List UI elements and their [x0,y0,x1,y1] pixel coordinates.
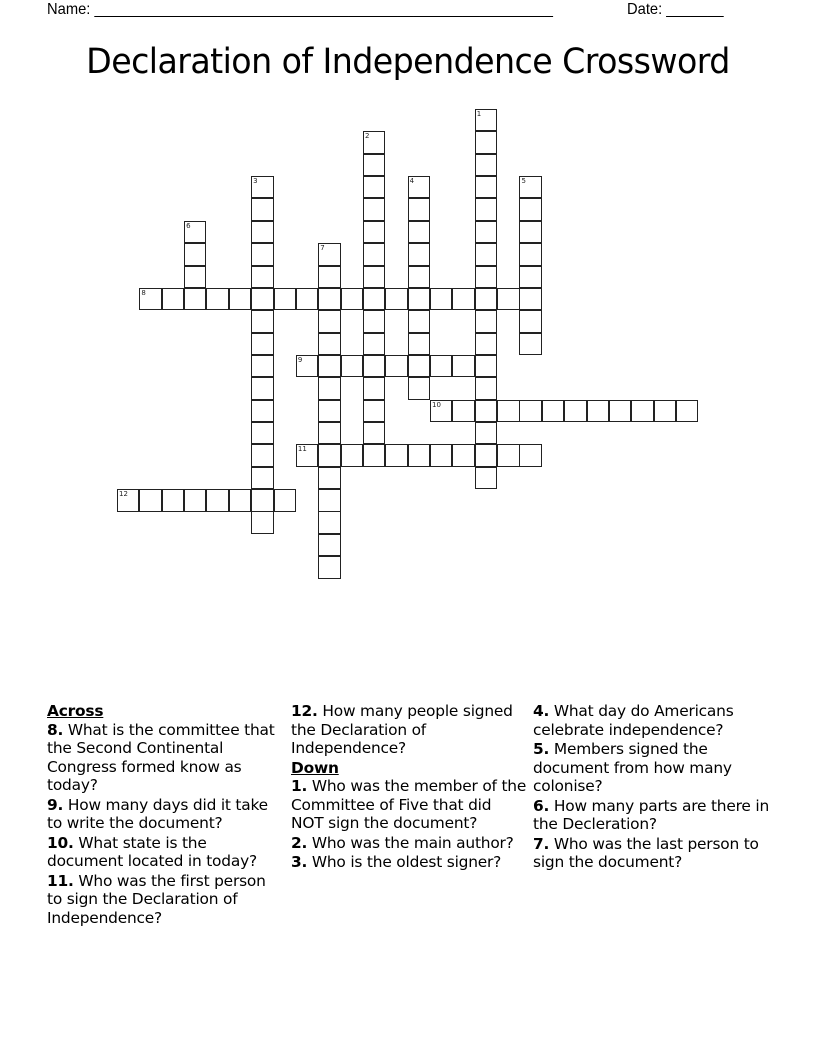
grid-cell[interactable] [475,310,497,332]
grid-cell[interactable] [318,355,340,377]
grid-cell[interactable] [274,489,296,511]
grid-cell[interactable] [408,355,430,377]
grid-cell[interactable] [519,310,541,332]
clue-down-1 [291,777,527,833]
grid-cell[interactable] [475,198,497,220]
grid-cell[interactable] [251,422,273,444]
grid-cell[interactable] [408,288,430,310]
grid-cell[interactable] [251,266,273,288]
grid-cell[interactable] [475,266,497,288]
clue-down-4 [533,702,769,739]
grid-cell[interactable] [519,221,541,243]
grid-cell[interactable] [251,198,273,220]
grid-cell[interactable] [519,288,541,310]
clue-number: 8. [47,720,64,739]
grid-cell[interactable] [475,355,497,377]
grid-cell[interactable] [363,198,385,220]
grid-cell[interactable] [363,422,385,444]
clue-text: How many days did it take to write the document? [47,795,268,832]
grid-cell[interactable] [363,444,385,466]
grid-cell[interactable] [475,400,497,422]
grid-cell[interactable] [452,355,474,377]
grid-cell[interactable] [609,400,631,422]
clue-number: 3. [291,853,308,871]
grid-cell[interactable] [184,243,206,265]
grid-cell[interactable] [318,377,340,399]
grid-cell[interactable] [497,444,519,466]
clue-number: 10. [47,833,74,852]
clue-number: 11. [47,871,74,890]
clue-number: 6. [533,796,550,815]
grid-cell[interactable] [341,355,363,377]
clue-text: Who was the last person to sign the document? [533,834,759,871]
grid-cell[interactable] [430,288,452,310]
grid-cell[interactable] [251,310,273,332]
grid-cell[interactable] [139,489,161,511]
clue-number: 7. [533,834,550,853]
grid-cell[interactable] [363,176,385,198]
clue-number: 1. [291,777,308,795]
date-field[interactable]: Date: _______ [627,1,724,18]
clue-across-8 [47,721,283,795]
clue-column-1 [47,702,283,928]
grid-cell[interactable] [162,288,184,310]
clue-across-11 [47,872,283,928]
grid-cell[interactable] [296,288,318,310]
grid-cell[interactable] [296,355,318,377]
grid-cell[interactable] [318,556,340,578]
grid-cell[interactable] [251,467,273,489]
clue-across-12 [291,702,527,758]
grid-cell[interactable] [408,333,430,355]
grid-cell[interactable] [408,310,430,332]
grid-cell[interactable] [251,377,273,399]
cell-number: 10 [432,400,441,409]
grid-cell[interactable] [251,511,273,533]
down-heading: Down [291,758,339,777]
clue-text: How many people signed the Declaration of Independence? [291,702,513,757]
grid-cell[interactable] [408,377,430,399]
grid-cell[interactable] [452,444,474,466]
grid-cell[interactable] [408,198,430,220]
grid-cell[interactable] [296,444,318,466]
grid-cell[interactable] [408,176,430,198]
clue-down-5 [533,740,769,796]
clue-text: What day do Americans celebrate independence? [533,702,734,739]
grid-cell[interactable] [452,288,474,310]
grid-cell[interactable] [341,288,363,310]
grid-cell[interactable] [363,266,385,288]
grid-cell[interactable] [363,310,385,332]
grid-cell[interactable] [519,176,541,198]
grid-cell[interactable] [341,444,363,466]
grid-cell[interactable] [251,333,273,355]
grid-cell[interactable] [542,400,564,422]
grid-cell[interactable] [475,377,497,399]
grid-cell[interactable] [430,355,452,377]
grid-cell[interactable] [251,444,273,466]
grid-cell[interactable] [430,400,452,422]
clue-down-2 [291,834,527,853]
clue-down-6 [533,797,769,834]
grid-cell[interactable] [408,444,430,466]
grid-cell[interactable] [318,534,340,556]
grid-cell[interactable] [475,154,497,176]
page-title: Declaration of Independence Crossword [86,42,730,82]
clue-number: 5. [533,740,550,758]
grid-cell[interactable] [117,489,139,511]
grid-cell[interactable] [475,288,497,310]
grid-cell[interactable] [184,221,206,243]
grid-cell[interactable] [385,288,407,310]
grid-cell[interactable] [206,489,228,511]
grid-cell[interactable] [318,288,340,310]
grid-cell[interactable] [162,489,184,511]
cell-number: 1 [476,110,482,118]
grid-cell[interactable] [519,198,541,220]
grid-cell[interactable] [408,221,430,243]
grid-cell[interactable] [251,243,273,265]
clue-text: Who is the oldest signer? [311,853,502,871]
cell-number: 8 [141,288,146,297]
grid-cell[interactable] [318,422,340,444]
clue-down-7 [533,835,769,872]
grid-cell[interactable] [363,377,385,399]
grid-cell[interactable] [408,266,430,288]
grid-cell[interactable] [363,154,385,176]
grid-cell[interactable] [363,288,385,310]
grid-cell[interactable] [251,355,273,377]
grid-cell[interactable] [139,288,161,310]
grid-cell[interactable] [363,355,385,377]
name-field[interactable]: Name: ________________________________________________________ [47,1,553,18]
clue-column-3 [533,702,769,873]
grid-cell[interactable] [564,400,586,422]
grid-cell[interactable] [229,288,251,310]
across-heading: Across [47,702,104,720]
clue-number: 9. [47,795,64,814]
grid-cell[interactable] [251,489,273,511]
grid-cell[interactable] [318,266,340,288]
cell-number: 12 [119,490,128,499]
grid-cell[interactable] [408,243,430,265]
clue-number: 2. [291,833,308,852]
cell-number: 4 [409,177,415,186]
grid-cell[interactable] [251,176,273,198]
grid-cell[interactable] [654,400,676,422]
cell-number: 6 [186,221,191,230]
grid-cell[interactable] [318,333,340,355]
grid-cell[interactable] [475,333,497,355]
cell-number: 2 [364,132,370,141]
grid-cell[interactable] [475,444,497,466]
grid-cell[interactable] [363,333,385,355]
grid-cell[interactable] [385,444,407,466]
grid-cell[interactable] [519,243,541,265]
grid-cell[interactable] [519,444,541,466]
clue-across-10 [47,834,283,871]
clue-across-9 [47,796,283,833]
grid-cell[interactable] [318,489,340,511]
grid-cell[interactable] [385,355,407,377]
grid-cell[interactable] [676,400,698,422]
grid-cell[interactable] [251,288,273,310]
clue-column-2 [291,702,527,873]
cell-number: 5 [521,177,526,186]
clue-text: Members signed the document from how many colonise? [533,740,732,795]
clue-text: How many parts are there in the Decleration? [533,796,770,833]
clue-down-3 [291,853,527,872]
clue-number: 12. [291,702,318,720]
cell-number: 7 [320,244,325,253]
grid-cell[interactable] [475,109,497,131]
grid-cell[interactable] [452,400,474,422]
grid-cell[interactable] [587,400,609,422]
grid-cell[interactable] [274,288,296,310]
grid-cell[interactable] [363,400,385,422]
grid-cell[interactable] [318,444,340,466]
cell-number: 11 [297,445,307,454]
grid-cell[interactable] [519,266,541,288]
grid-cell[interactable] [475,176,497,198]
grid-cell[interactable] [251,400,273,422]
grid-cell[interactable] [206,288,228,310]
grid-cell[interactable] [318,511,340,533]
grid-cell[interactable] [251,221,273,243]
grid-cell[interactable] [475,131,497,153]
grid-cell[interactable] [184,288,206,310]
grid-cell[interactable] [519,400,541,422]
cell-number: 3 [253,177,258,186]
grid-cell[interactable] [475,422,497,444]
clue-text: Who was the first person to sign the Declaration of Independence? [47,871,266,927]
grid-cell[interactable] [497,400,519,422]
grid-cell[interactable] [475,467,497,489]
clue-number: 4. [533,702,550,720]
grid-cell[interactable] [363,243,385,265]
grid-cell[interactable] [184,266,206,288]
grid-cell[interactable] [184,489,206,511]
grid-cell[interactable] [475,221,497,243]
grid-cell[interactable] [363,131,385,153]
grid-cell[interactable] [318,310,340,332]
grid-cell[interactable] [318,467,340,489]
clue-text: Who was the main author? [311,833,514,852]
grid-cell[interactable] [475,243,497,265]
grid-cell[interactable] [519,333,541,355]
clue-text: What state is the document located in today? [47,833,257,870]
grid-cell[interactable] [363,221,385,243]
cell-number: 9 [297,355,303,364]
grid-cell[interactable] [430,444,452,466]
grid-cell[interactable] [318,400,340,422]
grid-cell[interactable] [497,288,519,310]
grid-cell[interactable] [631,400,653,422]
grid-cell[interactable] [318,243,340,265]
clue-text: What is the committee that the Second Continental Congress formed know as today? [47,720,275,794]
clue-text: Who was the member of the Committee of Five that did NOT sign the document? [291,777,527,832]
grid-cell[interactable] [229,489,251,511]
